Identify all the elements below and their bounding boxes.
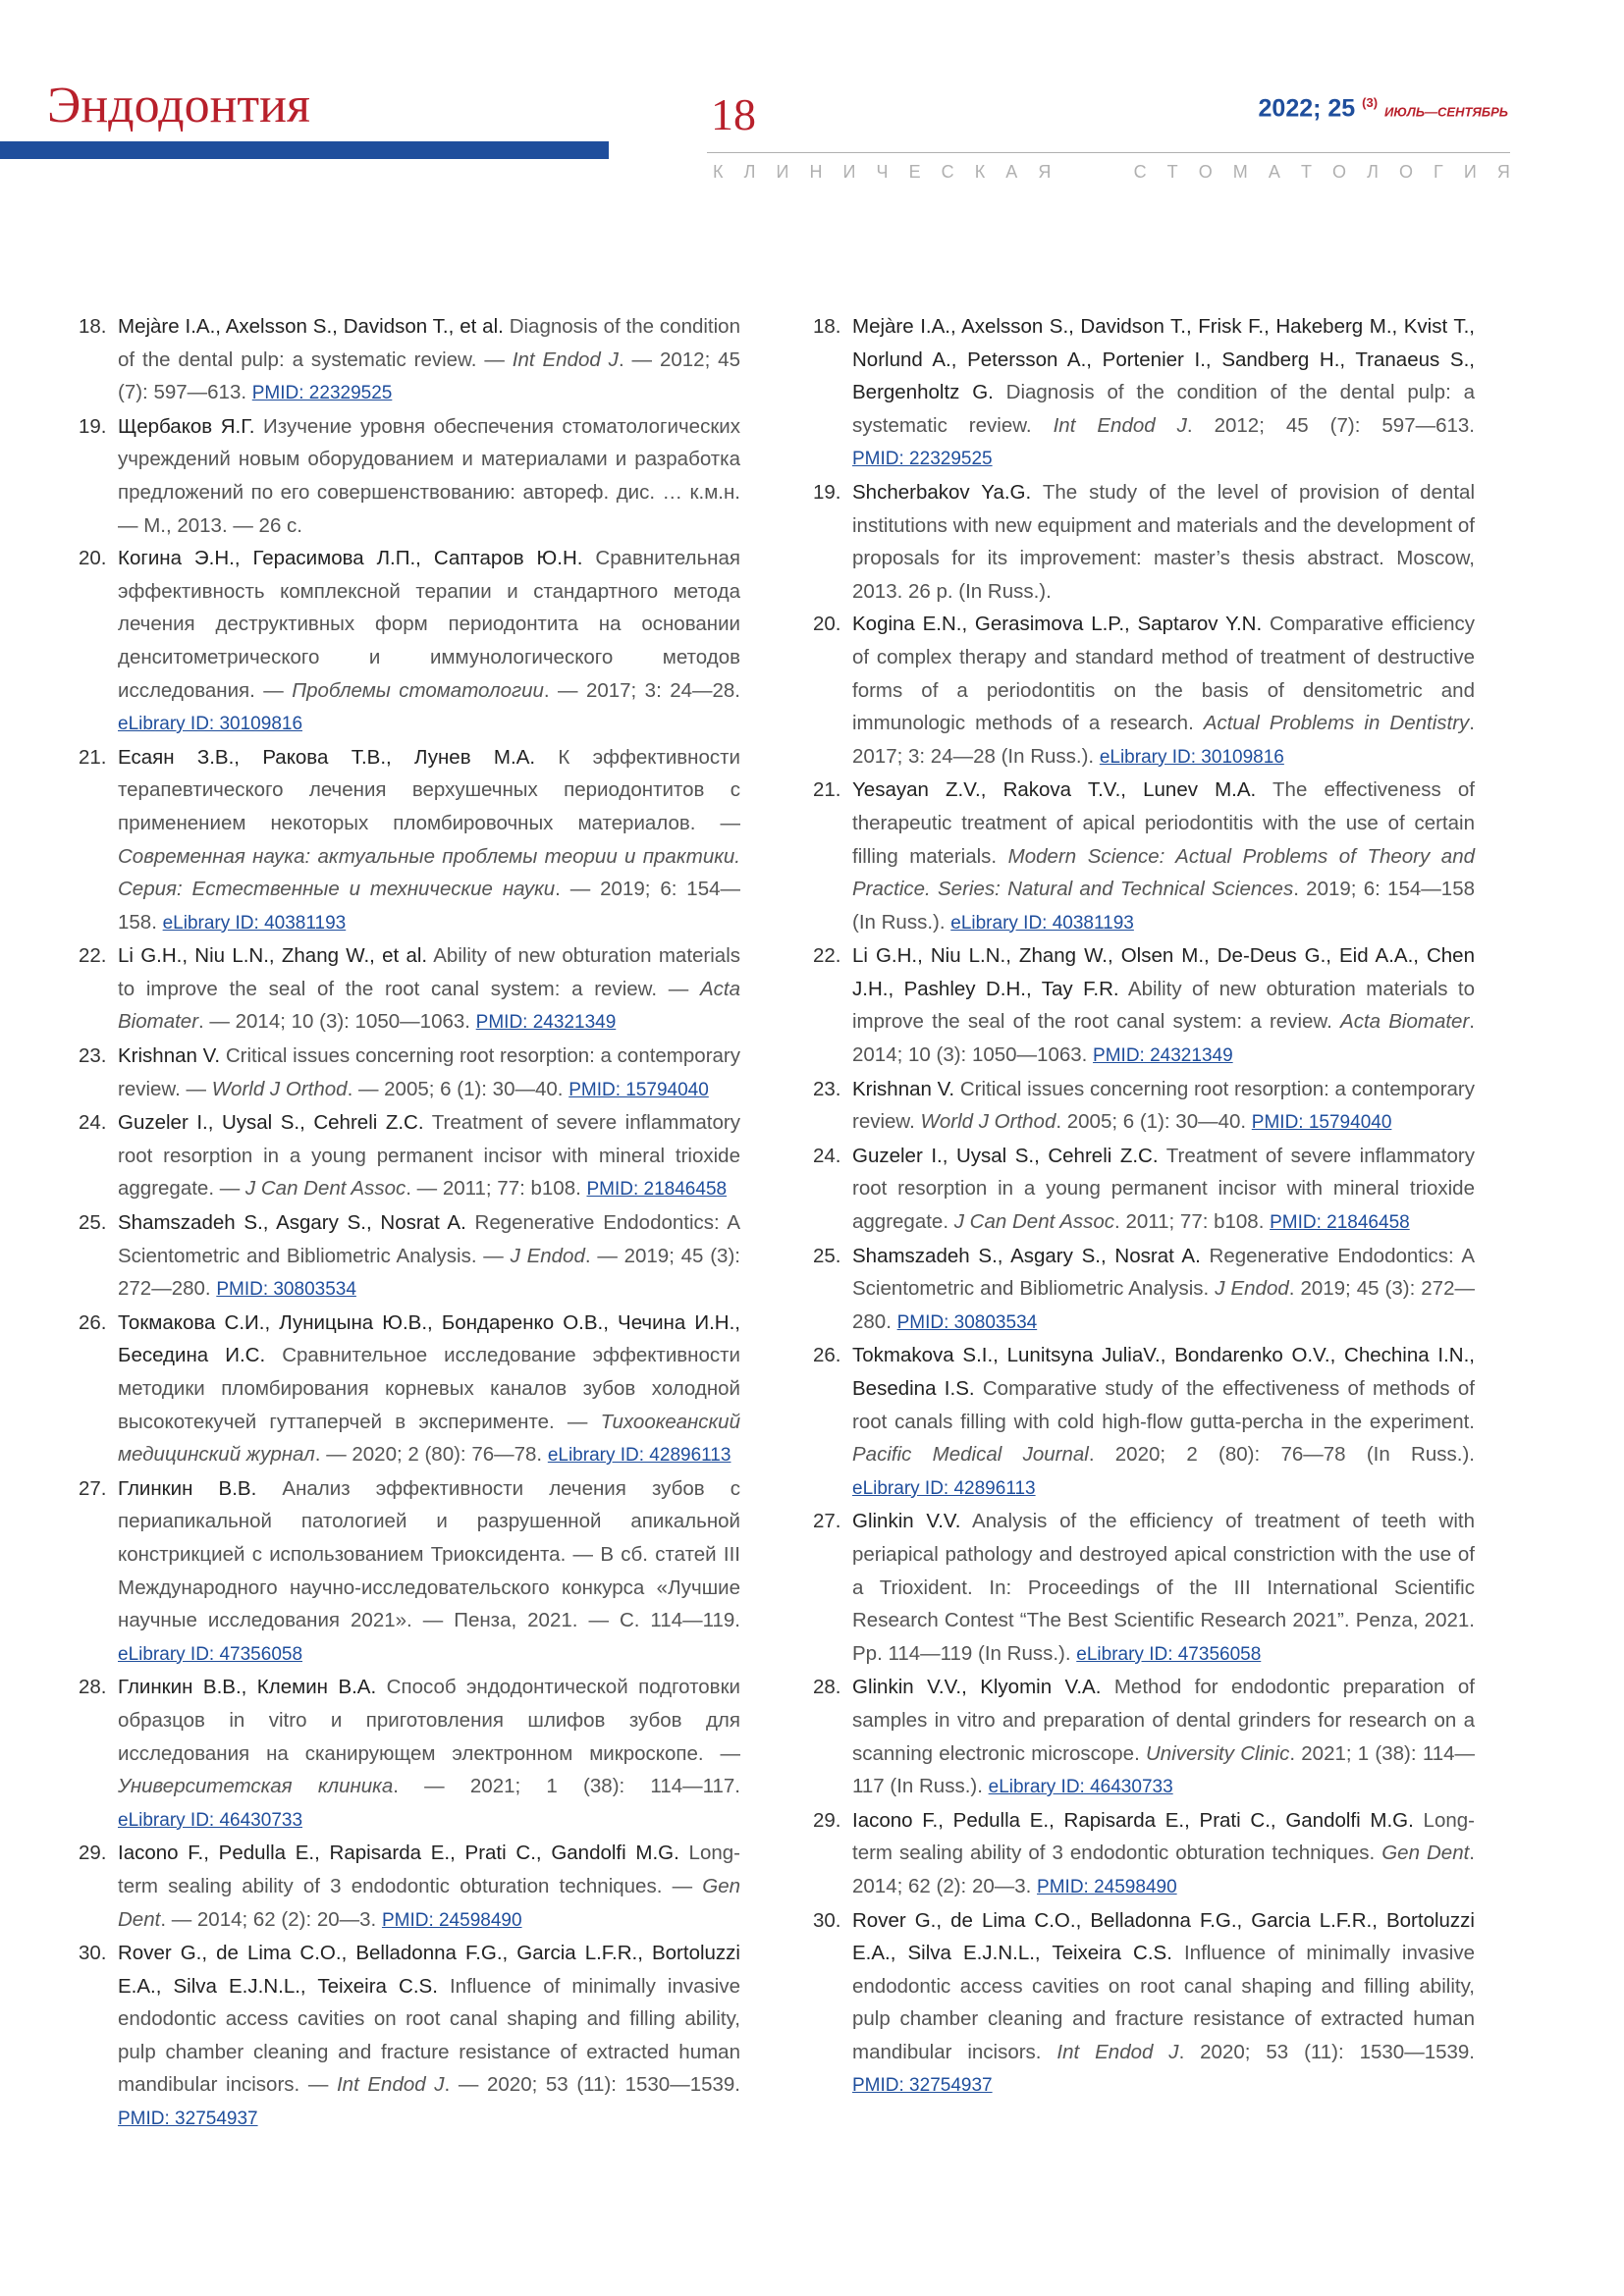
journal-name-letter: Я — [1496, 162, 1510, 182]
reference-authors: Kogina E.N., Gerasimova L.P., Saptarov Y.N. — [852, 613, 1263, 636]
reference-number: 22. — [813, 944, 841, 968]
reference-authors: Есаян З.В., Ракова Т.В., Лунев М.А. — [118, 745, 536, 769]
section-title: Эндодонтия — [47, 78, 310, 133]
reference-journal: J Endod — [1215, 1277, 1289, 1301]
reference-journal: World J Orthod — [211, 1077, 348, 1100]
reference-journal: Проблемы стоматологии — [292, 678, 544, 702]
reference-link[interactable]: PMID: 30803534 — [216, 1279, 356, 1301]
reference-number: 28. — [79, 1676, 107, 1699]
reference-text: Treatment of severe inflammatory root resorption in a young permanent incisor with mineral trioxide aggregate. — — [118, 1111, 740, 1201]
reference-authors: Rover G., de Lima C.O., Belladonna F.G., Garcia L.F.R., Bortoluzzi E.A., Silva E.J.N.L., Teixeira C.S. — [118, 1942, 740, 1998]
journal-name-letter: А — [1005, 162, 1018, 182]
reference-text: Long-term sealing ability of 3 endodontic obturation techniques. — [852, 1808, 1475, 1865]
reference-number: 18. — [813, 315, 841, 338]
reference-authors: Щербаков Я.Г. — [118, 414, 255, 438]
reference-authors: Glinkin V.V. — [852, 1510, 961, 1533]
reference-item — [813, 476, 1475, 608]
reference-link[interactable]: PMID: 24321349 — [1093, 1045, 1233, 1067]
journal-name-letter: Е — [908, 162, 921, 182]
reference-journal: World J Orthod — [920, 1110, 1056, 1134]
reference-number: 27. — [813, 1510, 841, 1533]
reference-item — [79, 1040, 740, 1106]
journal-name-letter: И — [1463, 162, 1477, 182]
reference-text: Regenerative Endodontics: A Scientometric and Bibliometric Analysis. — — [118, 1211, 741, 1267]
reference-link[interactable]: eLibrary ID: 42896113 — [547, 1445, 731, 1467]
reference-text: Influence of minimally invasive endodontic access cavities on root canal shaping and filling ability, pulp chamber cleaning and fracture resistance of extracted human mandibular incisors. — — [118, 1974, 740, 2097]
reference-authors: Когина Э.Н., Герасимова Л.П., Саптаров Ю.Н. — [118, 547, 583, 570]
reference-text: Сравнительное исследование эффективности методики пломбирования корневых каналов зубов холодной высокотекучей гуттаперчей в эксперименте. — — [118, 1344, 740, 1433]
reference-number: 26. — [813, 1344, 841, 1367]
reference-number: 19. — [79, 414, 107, 438]
journal-name-letter: М — [1232, 162, 1248, 182]
reference-item — [813, 1339, 1475, 1505]
reference-authors: Глинкин В.В. — [118, 1476, 257, 1500]
reference-number: 21. — [79, 745, 107, 769]
reference-authors: Li G.H., Niu L.N., Zhang W., et al. — [118, 944, 428, 968]
journal-name-letter: Л — [1367, 162, 1379, 182]
reference-authors: Shamszadeh S., Asgary S., Nosrat A. — [118, 1211, 466, 1235]
reference-item — [813, 939, 1476, 1072]
reference-link[interactable]: eLibrary ID: 42896113 — [852, 1477, 1036, 1499]
reference-link[interactable]: eLibrary ID: 47356058 — [1076, 1643, 1262, 1665]
reference-link[interactable]: eLibrary ID: 46430733 — [988, 1777, 1173, 1798]
reference-item — [813, 1240, 1476, 1340]
reference-number: 27. — [79, 1476, 107, 1500]
reference-authors: Rover G., de Lima C.O., Belladonna F.G., Garcia L.F.R., Bortoluzzi E.A., Silva E.J.N.L., Teixeira C.S. — [852, 1908, 1475, 1965]
reference-number: 25. — [79, 1211, 107, 1235]
reference-item — [79, 1837, 740, 1937]
reference-number: 29. — [813, 1808, 841, 1832]
reference-item — [813, 1505, 1475, 1671]
reference-journal: Modern Science: Actual Problems of Theory and Practice. Series: Natural and Technical Sciences — [852, 844, 1475, 901]
reference-text: Изучение уровня обеспечения стоматологических учреждений новым оборудованием и материалами и разработка предложений по его совершенствованию: автореф. дис. … к.м.н. — М., 2013. — 26 с. — [118, 414, 740, 537]
reference-journal: Acta Biomater — [118, 977, 740, 1034]
reference-authors: Li G.H., Niu L.N., Zhang W., Olsen M., De-Deus G., Eid A.A., Chen J.H., Pashley D.H., Tay F.R. — [852, 944, 1475, 1000]
reference-details: . — 2005; 6 (1): 30—40. — [347, 1077, 569, 1100]
reference-details: . — 2019; 45 (3): 272—280. — [118, 1244, 740, 1301]
reference-number: 18. — [79, 315, 107, 338]
journal-name-letter: О — [1198, 162, 1213, 182]
reference-number: 20. — [813, 613, 841, 636]
reference-text: The effectiveness of therapeutic treatment of apical periodontitis with the use of certain filling materials. — [852, 778, 1475, 868]
reference-authors: Глинкин В.В., Клемин В.А. — [118, 1676, 377, 1699]
reference-journal: Int Endod J — [1056, 2040, 1179, 2063]
reference-item — [813, 1073, 1475, 1140]
reference-item — [79, 1106, 740, 1206]
reference-item — [79, 542, 740, 741]
reference-text: Regenerative Endodontics: A Scientometric and Bibliometric Analysis. — [852, 1244, 1476, 1301]
reference-item — [79, 939, 740, 1040]
reference-journal: Тихоокеанский медицинский журнал — [118, 1410, 740, 1467]
reference-details: . — 2021; 1 (38): 114—117. — [393, 1775, 740, 1798]
reference-details: . 2020; 2 (80): 76—78 (In Russ.). — [1088, 1443, 1475, 1467]
reference-number: 30. — [813, 1908, 841, 1932]
reference-journal: Pacific Medical Journal — [852, 1443, 1089, 1467]
journal-name-letter: И — [842, 162, 856, 182]
reference-details: . 2020; 53 (11): 1530—1539. — [1178, 2040, 1476, 2063]
reference-journal: J Can Dent Assoc — [244, 1177, 406, 1201]
reference-link[interactable]: PMID: 30803534 — [896, 1311, 1038, 1333]
journal-name-letter: Т — [1300, 162, 1312, 182]
issue-year-volume: 2022; 25 — [1258, 94, 1356, 123]
reference-details: . — 2020; 2 (80): 76—78. — [314, 1443, 548, 1467]
reference-details: . — 2017; 3: 24—28. — [543, 678, 740, 702]
reference-authors: Mejàre I.A., Axelsson S., Davidson T., Frisk F., Hakeberg M., Kvist T., Norlund A., Petersson A., Portenier I., Sandberg H., Tranaeus S., Bergenholtz G. — [852, 315, 1475, 404]
references-russian — [79, 310, 741, 2136]
reference-text: Ability of new obturation materials to improve the seal of the root canal system: a review. — — [118, 944, 740, 1000]
reference-link[interactable]: PMID: 24598490 — [381, 1909, 522, 1931]
reference-link[interactable]: PMID: 24321349 — [475, 1012, 617, 1034]
reference-link[interactable]: eLibrary ID: 30109816 — [1099, 746, 1284, 768]
reference-link[interactable]: PMID: 15794040 — [568, 1079, 709, 1100]
reference-journal: University Clinic — [1146, 1741, 1290, 1765]
reference-journal: Gen Dent — [1381, 1842, 1470, 1865]
issue-info — [1259, 96, 1508, 121]
reference-item — [813, 1904, 1476, 2104]
reference-text: К эффективности терапевтического лечения верхушечных периодонтитов с применением некоторых пломбировочных материалов. — — [118, 745, 740, 834]
reference-authors: Glinkin V.V., Klyomin V.A. — [852, 1676, 1102, 1699]
reference-item — [79, 1472, 741, 1672]
page-number: 18 — [711, 89, 756, 139]
journal-name-letter: О — [1398, 162, 1413, 182]
reference-authors: Guzeler I., Uysal S., Cehreli Z.C. — [852, 1144, 1159, 1167]
reference-link[interactable]: PMID: 32754937 — [852, 2075, 993, 2097]
reference-details: . — 2020; 53 (11): 1530—1539. — [444, 2073, 740, 2097]
reference-number: 23. — [813, 1077, 841, 1100]
reference-link[interactable]: eLibrary ID: 46430733 — [118, 1809, 303, 1831]
reference-journal: J Can Dent Assoc — [953, 1210, 1115, 1234]
journal-name-letter: С — [1133, 162, 1147, 182]
reference-link[interactable]: eLibrary ID: 40381193 — [950, 912, 1134, 934]
reference-journal: Современная наука: актуальные проблемы теории и практики. Серия: Естественные и технические науки — [118, 844, 740, 901]
reference-authors: Токмакова С.И., Луницына Ю.В., Бондаренко О.В., Чечина И.Н., Беседина И.С. — [118, 1310, 740, 1367]
journal-name-letter: А — [1268, 162, 1280, 182]
references-english — [813, 310, 1476, 2103]
reference-number: 24. — [79, 1111, 107, 1135]
journal-name-letter: С — [941, 162, 954, 182]
journal-name — [713, 163, 1510, 181]
reference-journal: Int Endod J — [336, 2073, 445, 2097]
reference-authors: Yesayan Z.V., Rakova T.V., Lunev M.A. — [852, 778, 1257, 802]
journal-name-letter: Т — [1166, 162, 1178, 182]
journal-name-letter: Г — [1434, 162, 1443, 182]
journal-name-letter: Я — [1038, 162, 1052, 182]
reference-details: . 2019; 45 (3): 272—280. — [852, 1277, 1475, 1333]
reference-text: The study of the level of provision of dental institutions with new equipment and materials and the development of proposals for its improvement: master’s thesis abstract. Moscow, 2013. 26 p. (In Russ.). — [852, 480, 1475, 603]
reference-item — [813, 1140, 1475, 1240]
reference-authors: Shamszadeh S., Asgary S., Nosrat A. — [852, 1244, 1201, 1267]
reference-number: 23. — [79, 1044, 107, 1068]
reference-item — [79, 410, 740, 542]
reference-number: 26. — [79, 1310, 107, 1334]
reference-journal: Actual Problems in Dentistry — [1203, 712, 1470, 735]
reference-details: . — 2014; 10 (3): 1050—1063. — [198, 1010, 476, 1034]
reference-text: Analysis of the efficiency of treatment of teeth with periapical pathology and destroyed apical constriction with the use of a Trioxident. In: Proceedings of the III International Scientific Research Contest “The Best Scientific Research 2021”. Penza, 2021. Pp. 114—119 (In Russ.). — [852, 1510, 1475, 1665]
reference-details: . 2014; 10 (3): 1050—1063. — [852, 1010, 1475, 1067]
reference-link[interactable]: PMID: 21846458 — [1270, 1212, 1410, 1234]
reference-details: . 2017; 3: 24—28 (In Russ.). — [852, 712, 1475, 768]
reference-journal: Gen Dent — [118, 1874, 740, 1931]
reference-text: Method for endodontic preparation of samples in vitro and preparation of dental grinders for research on a scanning electronic microscope. — [852, 1676, 1475, 1765]
reference-number: 22. — [79, 944, 107, 968]
reference-authors: Krishnan V. — [852, 1077, 955, 1100]
reference-text: Ability of new obturation materials to improve the seal of the root canal system: a review. — [852, 977, 1476, 1034]
reference-number: 20. — [79, 547, 107, 570]
reference-link[interactable]: PMID: 15794040 — [1251, 1112, 1392, 1134]
reference-link[interactable]: PMID: 22329525 — [852, 449, 993, 470]
reference-details: . 2014; 62 (2): 20—3. — [852, 1842, 1475, 1897]
reference-text: Diagnosis of the condition of the dental pulp: a systematic review. — [852, 381, 1475, 437]
journal-name-letter: О — [1332, 162, 1347, 182]
reference-details: . — 2012; 45 (7): 597—613. — [118, 347, 740, 404]
reference-number: 30. — [79, 1942, 107, 1965]
reference-authors: Shcherbakov Ya.G. — [852, 480, 1032, 504]
reference-number: 29. — [79, 1842, 107, 1865]
reference-number: 19. — [813, 480, 841, 504]
reference-link[interactable]: PMID: 22329525 — [251, 383, 393, 404]
reference-link[interactable]: eLibrary ID: 40381193 — [162, 912, 347, 934]
reference-text: Diagnosis of the condition of the dental pulp: a systematic review. — — [118, 315, 740, 371]
reference-details: . 2011; 77: b108. — [1114, 1210, 1271, 1234]
reference-link[interactable]: PMID: 32754937 — [118, 2109, 258, 2130]
journal-name-letter: Н — [809, 162, 823, 182]
reference-journal: J Endod — [510, 1244, 585, 1267]
reference-number: 24. — [813, 1144, 841, 1167]
journal-name-letter: И — [776, 162, 789, 182]
reference-item — [79, 1307, 740, 1472]
journal-name-letter: К — [713, 162, 724, 182]
reference-number: 25. — [813, 1244, 841, 1267]
reference-authors: Iacono F., Pedulla E., Rapisarda E., Prati C., Gandolfi M.G. — [118, 1842, 679, 1865]
reference-details: . — 2011; 77: b108. — [406, 1177, 587, 1201]
reference-item — [79, 310, 740, 410]
reference-text: Critical issues concerning root resorption: a contemporary review. — — [118, 1044, 740, 1100]
reference-item — [813, 608, 1476, 774]
reference-journal: Int Endod J — [512, 347, 619, 371]
reference-item — [79, 741, 740, 940]
reference-details: . 2012; 45 (7): 597—613. — [1186, 413, 1475, 437]
reference-authors: Tokmakova S.I., Lunitsyna JuliaV., Bondarenko O.V., Chechina I.N., Besedina I.S. — [852, 1344, 1475, 1400]
reference-item — [813, 1671, 1475, 1803]
reference-details: . 2021; 1 (38): 114—117 (In Russ.). — [852, 1741, 1475, 1798]
reference-item — [813, 1804, 1475, 1904]
reference-text: Анализ эффективности лечения зубов с периапикальной патологией и разрушенной апикальной констрикцией с использованием Триоксидента. — В сб. статей III Международного научно-исследовательского конкурса «Лучшие научные исследования 2021». — Пенза, 2021. — С. 114—119. — [118, 1476, 741, 1632]
journal-name-letter: Л — [743, 162, 756, 182]
reference-authors: Iacono F., Pedulla E., Rapisarda E., Prati C., Gandolfi M.G. — [852, 1808, 1414, 1832]
reference-text: Influence of minimally invasive endodontic access cavities on root canal shaping and filling ability, pulp chamber cleaning and fracture resistance of extracted human mandibular incisors. — [852, 1942, 1475, 2063]
reference-item — [79, 1671, 740, 1837]
reference-text: Comparative efficiency of complex therapy and standard method of treatment of destructive forms of a periodontitis on the basis of densitometric and immunologic methods of a research. — [852, 613, 1476, 735]
reference-authors: Guzeler I., Uysal S., Cehreli Z.C. — [118, 1111, 424, 1135]
issue-months: ИЮЛЬ—СЕНТЯБРЬ — [1384, 104, 1508, 120]
reference-journal: Acta Biomater — [1340, 1010, 1470, 1034]
reference-text: Critical issues concerning root resorption: a contemporary review. — [852, 1077, 1475, 1134]
journal-name-letter: Ч — [876, 162, 889, 182]
reference-text: Treatment of severe inflammatory root resorption in a young permanent incisor with mineral trioxide aggregate. — [852, 1144, 1475, 1234]
reference-item — [813, 310, 1475, 476]
reference-details: . 2005; 6 (1): 30—40. — [1056, 1110, 1252, 1134]
reference-details: . — 2019; 6: 154—158. — [118, 878, 740, 934]
reference-details: . 2019; 6: 154—158 (In Russ.). — [852, 878, 1475, 934]
reference-authors: Mejàre I.A., Axelsson S., Davidson T., et al. — [118, 315, 504, 338]
reference-journal: Университетская клиника — [118, 1775, 394, 1798]
header-rule — [707, 152, 1510, 153]
reference-item — [79, 1937, 740, 2136]
reference-item — [813, 774, 1475, 939]
issue-number: (3) — [1362, 95, 1379, 110]
header-accent-bar — [0, 141, 609, 159]
reference-text: Long-term sealing ability of 3 endodontic obturation techniques. — — [118, 1842, 740, 1897]
reference-authors: Krishnan V. — [118, 1044, 221, 1068]
reference-details: . — 2014; 62 (2): 20—3. — [160, 1907, 382, 1931]
reference-link[interactable]: PMID: 21846458 — [586, 1179, 728, 1201]
journal-name-letter: К — [974, 162, 986, 182]
reference-text: Способ эндодонтической подготовки образцов in vitro и приготовления шлифов зубов для исследования на сканирующем электронном микроскопе. — — [118, 1676, 740, 1765]
reference-link[interactable]: PMID: 24598490 — [1037, 1876, 1177, 1897]
reference-number: 21. — [813, 778, 841, 802]
reference-text: Comparative study of the effectiveness of methods of root canals filling with cold high-flow gutta-percha in the experiment. — [852, 1377, 1475, 1433]
reference-text: Сравнительная эффективность комплексной терапии и стандартного метода лечения деструктивных форм периодонтита на основании денситометрического и иммунологического методов исследования. — — [118, 547, 740, 702]
reference-journal: Int Endod J — [1053, 413, 1187, 437]
reference-link[interactable]: eLibrary ID: 47356058 — [118, 1643, 303, 1665]
reference-item — [79, 1206, 741, 1307]
reference-number: 28. — [813, 1676, 841, 1699]
reference-link[interactable]: eLibrary ID: 30109816 — [118, 714, 303, 735]
